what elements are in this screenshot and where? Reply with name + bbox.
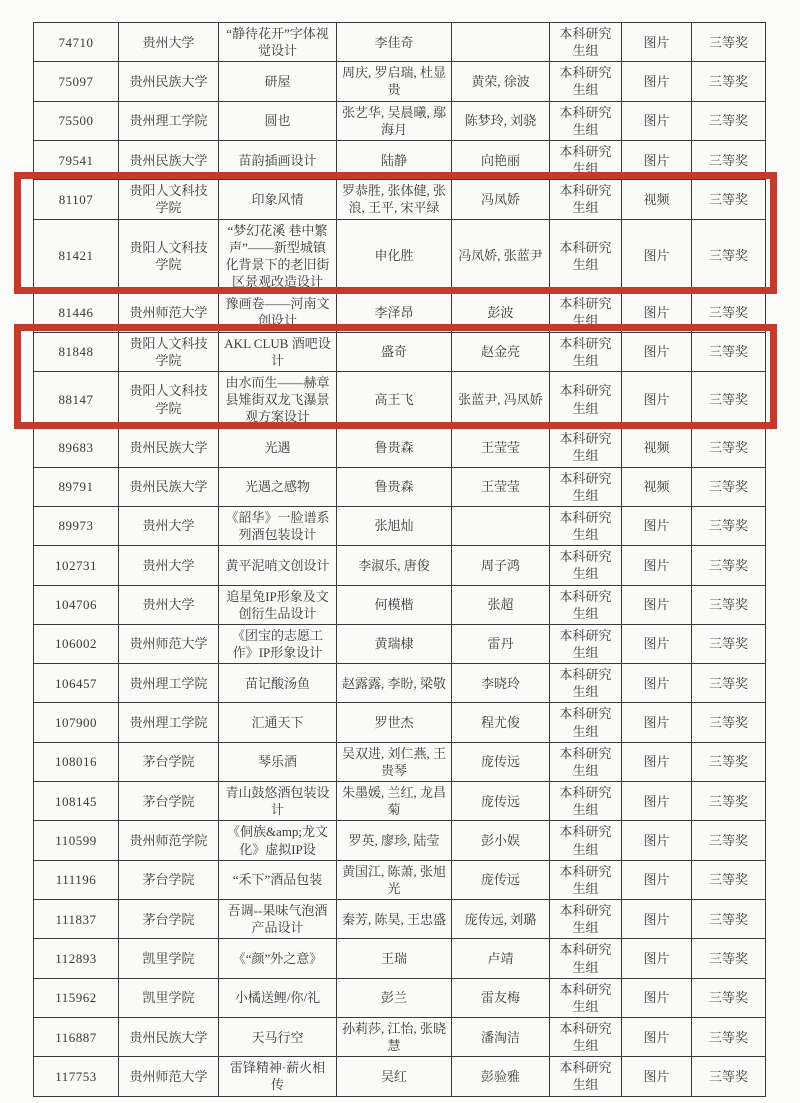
advisors-cell: 王莹莹 xyxy=(452,467,550,506)
authors-cell: 高王飞 xyxy=(337,371,452,427)
advisors-cell: 程尤俊 xyxy=(452,703,550,742)
school-cell: 贵州民族大学 xyxy=(119,62,219,101)
table-row xyxy=(34,860,766,899)
authors-cell: 鲁贵森 xyxy=(337,428,452,467)
media-type-cell: 图片 xyxy=(622,782,692,821)
group-category-cell: 本科研究生组 xyxy=(550,371,622,427)
school-cell: 茅台学院 xyxy=(119,742,219,781)
entry-id-cell: 106002 xyxy=(34,624,119,663)
table-row xyxy=(34,546,766,585)
entry-id-cell: 108016 xyxy=(34,742,119,781)
award-level-cell: 三等奖 xyxy=(692,1017,766,1056)
authors-cell: 吴双进, 刘仁燕, 王贵琴 xyxy=(337,742,452,781)
entry-id-cell: 111837 xyxy=(34,900,119,939)
table-row xyxy=(34,293,766,332)
advisors-cell: 彭波 xyxy=(452,293,550,332)
entry-id-cell: 75500 xyxy=(34,101,119,140)
entry-id-cell: 88147 xyxy=(34,371,119,427)
award-level-cell: 三等奖 xyxy=(692,62,766,101)
authors-cell: 王瑞 xyxy=(337,939,452,978)
work-title-cell: 小橘送鲤/你/礼 xyxy=(219,978,337,1017)
advisors-cell: 周子鸿 xyxy=(452,546,550,585)
school-cell: 贵州大学 xyxy=(119,23,219,62)
media-type-cell: 图片 xyxy=(622,1057,692,1096)
award-level-cell: 三等奖 xyxy=(692,703,766,742)
table-row xyxy=(34,821,766,860)
entry-id-cell: 107900 xyxy=(34,703,119,742)
media-type-cell: 图片 xyxy=(622,585,692,624)
entry-id-cell: 75097 xyxy=(34,62,119,101)
media-type-cell: 图片 xyxy=(622,219,692,293)
group-category-cell: 本科研究生组 xyxy=(550,742,622,781)
entry-id-cell: 106457 xyxy=(34,664,119,703)
award-level-cell: 三等奖 xyxy=(692,782,766,821)
advisors-cell: 卢靖 xyxy=(452,939,550,978)
school-cell: 凯里学院 xyxy=(119,978,219,1017)
table-row xyxy=(34,1017,766,1056)
entry-id-cell: 89973 xyxy=(34,506,119,545)
award-level-cell: 三等奖 xyxy=(692,332,766,371)
authors-cell: 盛奇 xyxy=(337,332,452,371)
award-level-cell: 三等奖 xyxy=(692,860,766,899)
award-level-cell: 三等奖 xyxy=(692,1057,766,1096)
award-results-table xyxy=(33,22,766,1097)
group-category-cell: 本科研究生组 xyxy=(550,1017,622,1056)
group-category-cell: 本科研究生组 xyxy=(550,140,622,179)
school-cell: 贵州师范大学 xyxy=(119,624,219,663)
entry-id-cell: 89683 xyxy=(34,428,119,467)
media-type-cell: 视频 xyxy=(622,428,692,467)
advisors-cell: 张超 xyxy=(452,585,550,624)
group-category-cell: 本科研究生组 xyxy=(550,703,622,742)
table-row xyxy=(34,506,766,545)
advisors-cell: 赵金亮 xyxy=(452,332,550,371)
group-category-cell: 本科研究生组 xyxy=(550,782,622,821)
authors-cell: 黄瑞棣 xyxy=(337,624,452,663)
award-level-cell: 三等奖 xyxy=(692,664,766,703)
work-title-cell: 《“颜”外之意》 xyxy=(219,939,337,978)
school-cell: 贵州大学 xyxy=(119,546,219,585)
media-type-cell: 图片 xyxy=(622,293,692,332)
advisors-cell: 冯凤娇, 张蓝尹 xyxy=(452,219,550,293)
school-cell: 贵州师范大学 xyxy=(119,1057,219,1096)
table-row xyxy=(34,703,766,742)
media-type-cell: 图片 xyxy=(622,62,692,101)
media-type-cell: 图片 xyxy=(622,546,692,585)
work-title-cell: 《韶华》一脸谱系列酒包装设计 xyxy=(219,506,337,545)
award-level-cell: 三等奖 xyxy=(692,101,766,140)
school-cell: 贵州师范大学 xyxy=(119,293,219,332)
authors-cell: 李泽昂 xyxy=(337,293,452,332)
table-row xyxy=(34,664,766,703)
group-category-cell: 本科研究生组 xyxy=(550,101,622,140)
work-title-cell: 光遇 xyxy=(219,428,337,467)
school-cell: 贵阳人文科技学院 xyxy=(119,371,219,427)
school-cell: 贵州理工学院 xyxy=(119,703,219,742)
advisors-cell: 庞传远 xyxy=(452,860,550,899)
award-level-cell: 三等奖 xyxy=(692,939,766,978)
group-category-cell: 本科研究生组 xyxy=(550,428,622,467)
advisors-cell: 潘淘洁 xyxy=(452,1017,550,1056)
work-title-cell: 雷锋精神·薪火相传 xyxy=(219,1057,337,1096)
advisors-cell: 庞传远 xyxy=(452,742,550,781)
school-cell: 茅台学院 xyxy=(119,860,219,899)
authors-cell: 周庆, 罗启瑞, 杜显贵 xyxy=(337,62,452,101)
table-row xyxy=(34,585,766,624)
work-title-cell: “梦幻花溪 巷中繁声”——新型城镇化背景下的老旧街区景观改造设计 xyxy=(219,219,337,293)
authors-cell: 张艺华, 吴晨曦, 鄢海月 xyxy=(337,101,452,140)
media-type-cell: 图片 xyxy=(622,140,692,179)
school-cell: 贵州大学 xyxy=(119,585,219,624)
work-title-cell: 黄平泥哨文创设计 xyxy=(219,546,337,585)
media-type-cell: 图片 xyxy=(622,703,692,742)
authors-cell: 赵露露, 李盼, 梁敬 xyxy=(337,664,452,703)
school-cell: 贵阳人文科技学院 xyxy=(119,219,219,293)
advisors-cell: 王莹莹 xyxy=(452,428,550,467)
work-title-cell: 《侗族&amp;龙文化》虚拟IP设 xyxy=(219,821,337,860)
table-row xyxy=(34,467,766,506)
award-level-cell: 三等奖 xyxy=(692,585,766,624)
group-category-cell: 本科研究生组 xyxy=(550,1057,622,1096)
table-row xyxy=(34,978,766,1017)
table-row xyxy=(34,62,766,101)
advisors-cell: 彭小娱 xyxy=(452,821,550,860)
authors-cell: 何模楷 xyxy=(337,585,452,624)
school-cell: 凯里学院 xyxy=(119,939,219,978)
table-row xyxy=(34,371,766,427)
work-title-cell: “禾下”酒品包装 xyxy=(219,860,337,899)
table-row xyxy=(34,782,766,821)
advisors-cell xyxy=(452,506,550,545)
entry-id-cell: 117753 xyxy=(34,1057,119,1096)
authors-cell: 罗恭胜, 张体健, 张浪, 王平, 宋平绿 xyxy=(337,180,452,219)
authors-cell: 鲁贵森 xyxy=(337,467,452,506)
group-category-cell: 本科研究生组 xyxy=(550,585,622,624)
entry-id-cell: 81107 xyxy=(34,180,119,219)
advisors-cell: 雷丹 xyxy=(452,624,550,663)
school-cell: 贵州大学 xyxy=(119,506,219,545)
school-cell: 贵州民族大学 xyxy=(119,467,219,506)
media-type-cell: 图片 xyxy=(622,978,692,1017)
award-level-cell: 三等奖 xyxy=(692,742,766,781)
group-category-cell: 本科研究生组 xyxy=(550,939,622,978)
advisors-cell: 向艳丽 xyxy=(452,140,550,179)
work-title-cell: 印象风情 xyxy=(219,180,337,219)
award-level-cell: 三等奖 xyxy=(692,900,766,939)
media-type-cell: 图片 xyxy=(622,506,692,545)
entry-id-cell: 115962 xyxy=(34,978,119,1017)
school-cell: 贵阳人文科技学院 xyxy=(119,332,219,371)
award-level-cell: 三等奖 xyxy=(692,23,766,62)
award-level-cell: 三等奖 xyxy=(692,506,766,545)
school-cell: 茅台学院 xyxy=(119,782,219,821)
work-title-cell: 研屋 xyxy=(219,62,337,101)
award-level-cell: 三等奖 xyxy=(692,821,766,860)
table-row xyxy=(34,219,766,293)
group-category-cell: 本科研究生组 xyxy=(550,900,622,939)
school-cell: 贵州理工学院 xyxy=(119,101,219,140)
group-category-cell: 本科研究生组 xyxy=(550,23,622,62)
entry-id-cell: 79541 xyxy=(34,140,119,179)
table-row xyxy=(34,140,766,179)
award-level-cell: 三等奖 xyxy=(692,219,766,293)
authors-cell: 罗世杰 xyxy=(337,703,452,742)
media-type-cell: 图片 xyxy=(622,624,692,663)
work-title-cell: 由水而生——赫章县雉街双龙飞瀑景观方案设计 xyxy=(219,371,337,427)
work-title-cell: 苗韵插画设计 xyxy=(219,140,337,179)
results-table-body xyxy=(34,23,766,1097)
entry-id-cell: 110599 xyxy=(34,821,119,860)
group-category-cell: 本科研究生组 xyxy=(550,821,622,860)
work-title-cell: AKL CLUB 酒吧设计 xyxy=(219,332,337,371)
advisors-cell: 张蓝尹, 冯凤娇 xyxy=(452,371,550,427)
table-row xyxy=(34,900,766,939)
authors-cell: 彭兰 xyxy=(337,978,452,1017)
media-type-cell: 图片 xyxy=(622,1017,692,1056)
media-type-cell: 图片 xyxy=(622,821,692,860)
authors-cell: 罗英, 廖珍, 陆莹 xyxy=(337,821,452,860)
group-category-cell: 本科研究生组 xyxy=(550,467,622,506)
school-cell: 贵阳人文科技学院 xyxy=(119,180,219,219)
work-title-cell: 吾调--果味气泡酒产品设计 xyxy=(219,900,337,939)
table-row xyxy=(34,939,766,978)
entry-id-cell: 116887 xyxy=(34,1017,119,1056)
work-title-cell: 《团宝的志愿工作》IP形象设计 xyxy=(219,624,337,663)
entry-id-cell: 104706 xyxy=(34,585,119,624)
group-category-cell: 本科研究生组 xyxy=(550,978,622,1017)
work-title-cell: 豫画卷——河南文创设计 xyxy=(219,293,337,332)
group-category-cell: 本科研究生组 xyxy=(550,506,622,545)
award-level-cell: 三等奖 xyxy=(692,624,766,663)
media-type-cell: 图片 xyxy=(622,742,692,781)
school-cell: 贵州师范学院 xyxy=(119,821,219,860)
group-category-cell: 本科研究生组 xyxy=(550,664,622,703)
authors-cell: 朱墨媛, 兰红, 龙昌菊 xyxy=(337,782,452,821)
advisors-cell: 黄荣, 徐波 xyxy=(452,62,550,101)
group-category-cell: 本科研究生组 xyxy=(550,62,622,101)
entry-id-cell: 81848 xyxy=(34,332,119,371)
award-level-cell: 三等奖 xyxy=(692,371,766,427)
authors-cell: 陆静 xyxy=(337,140,452,179)
media-type-cell: 图片 xyxy=(622,860,692,899)
authors-cell: 孙莉莎, 江怡, 张晓慧 xyxy=(337,1017,452,1056)
media-type-cell: 图片 xyxy=(622,939,692,978)
media-type-cell: 图片 xyxy=(622,900,692,939)
table-row xyxy=(34,332,766,371)
work-title-cell: 天马行空 xyxy=(219,1017,337,1056)
entry-id-cell: 111196 xyxy=(34,860,119,899)
work-title-cell: “静待花开”字体视觉设计 xyxy=(219,23,337,62)
advisors-cell: 庞传远 xyxy=(452,782,550,821)
advisors-cell: 冯凤娇 xyxy=(452,180,550,219)
advisors-cell: 李晓玲 xyxy=(452,664,550,703)
entry-id-cell: 102731 xyxy=(34,546,119,585)
table-row xyxy=(34,23,766,62)
school-cell: 茅台学院 xyxy=(119,900,219,939)
work-title-cell: 琴乐酒 xyxy=(219,742,337,781)
work-title-cell: 追星兔IP形象及文创衍生品设计 xyxy=(219,585,337,624)
entry-id-cell: 74710 xyxy=(34,23,119,62)
entry-id-cell: 108145 xyxy=(34,782,119,821)
authors-cell: 李佳奇 xyxy=(337,23,452,62)
school-cell: 贵州民族大学 xyxy=(119,140,219,179)
entry-id-cell: 81421 xyxy=(34,219,119,293)
school-cell: 贵州民族大学 xyxy=(119,1017,219,1056)
authors-cell: 秦芳, 陈昊, 王忠盛 xyxy=(337,900,452,939)
award-level-cell: 三等奖 xyxy=(692,293,766,332)
group-category-cell: 本科研究生组 xyxy=(550,332,622,371)
group-category-cell: 本科研究生组 xyxy=(550,624,622,663)
work-title-cell: 圆也 xyxy=(219,101,337,140)
media-type-cell: 图片 xyxy=(622,332,692,371)
work-title-cell: 青山鼓悠酒包装设计 xyxy=(219,782,337,821)
advisors-cell: 彭验雅 xyxy=(452,1057,550,1096)
award-level-cell: 三等奖 xyxy=(692,546,766,585)
advisors-cell: 雷友梅 xyxy=(452,978,550,1017)
advisors-cell: 陈梦玲, 刘骁 xyxy=(452,101,550,140)
entry-id-cell: 112893 xyxy=(34,939,119,978)
entry-id-cell: 89791 xyxy=(34,467,119,506)
award-level-cell: 三等奖 xyxy=(692,140,766,179)
table-row xyxy=(34,180,766,219)
group-category-cell: 本科研究生组 xyxy=(550,180,622,219)
award-level-cell: 三等奖 xyxy=(692,428,766,467)
group-category-cell: 本科研究生组 xyxy=(550,293,622,332)
award-level-cell: 三等奖 xyxy=(692,467,766,506)
media-type-cell: 视频 xyxy=(622,467,692,506)
group-category-cell: 本科研究生组 xyxy=(550,219,622,293)
work-title-cell: 苗记酸汤鱼 xyxy=(219,664,337,703)
group-category-cell: 本科研究生组 xyxy=(550,546,622,585)
authors-cell: 吴红 xyxy=(337,1057,452,1096)
work-title-cell: 光遇之感物 xyxy=(219,467,337,506)
award-level-cell: 三等奖 xyxy=(692,978,766,1017)
table-row xyxy=(34,1057,766,1096)
school-cell: 贵州民族大学 xyxy=(119,428,219,467)
table-row xyxy=(34,428,766,467)
media-type-cell: 图片 xyxy=(622,23,692,62)
group-category-cell: 本科研究生组 xyxy=(550,860,622,899)
authors-cell: 李淑乐, 唐俊 xyxy=(337,546,452,585)
authors-cell: 黄国江, 陈萧, 张旭光 xyxy=(337,860,452,899)
media-type-cell: 图片 xyxy=(622,664,692,703)
authors-cell: 张旭灿 xyxy=(337,506,452,545)
table-row xyxy=(34,101,766,140)
entry-id-cell: 81446 xyxy=(34,293,119,332)
advisors-cell: 庞传远, 刘璐 xyxy=(452,900,550,939)
school-cell: 贵州理工学院 xyxy=(119,664,219,703)
work-title-cell: 汇通天下 xyxy=(219,703,337,742)
table-row xyxy=(34,624,766,663)
award-level-cell: 三等奖 xyxy=(692,180,766,219)
media-type-cell: 视频 xyxy=(622,180,692,219)
authors-cell: 申化胜 xyxy=(337,219,452,293)
table-row xyxy=(34,742,766,781)
media-type-cell: 图片 xyxy=(622,371,692,427)
media-type-cell: 图片 xyxy=(622,101,692,140)
advisors-cell xyxy=(452,23,550,62)
